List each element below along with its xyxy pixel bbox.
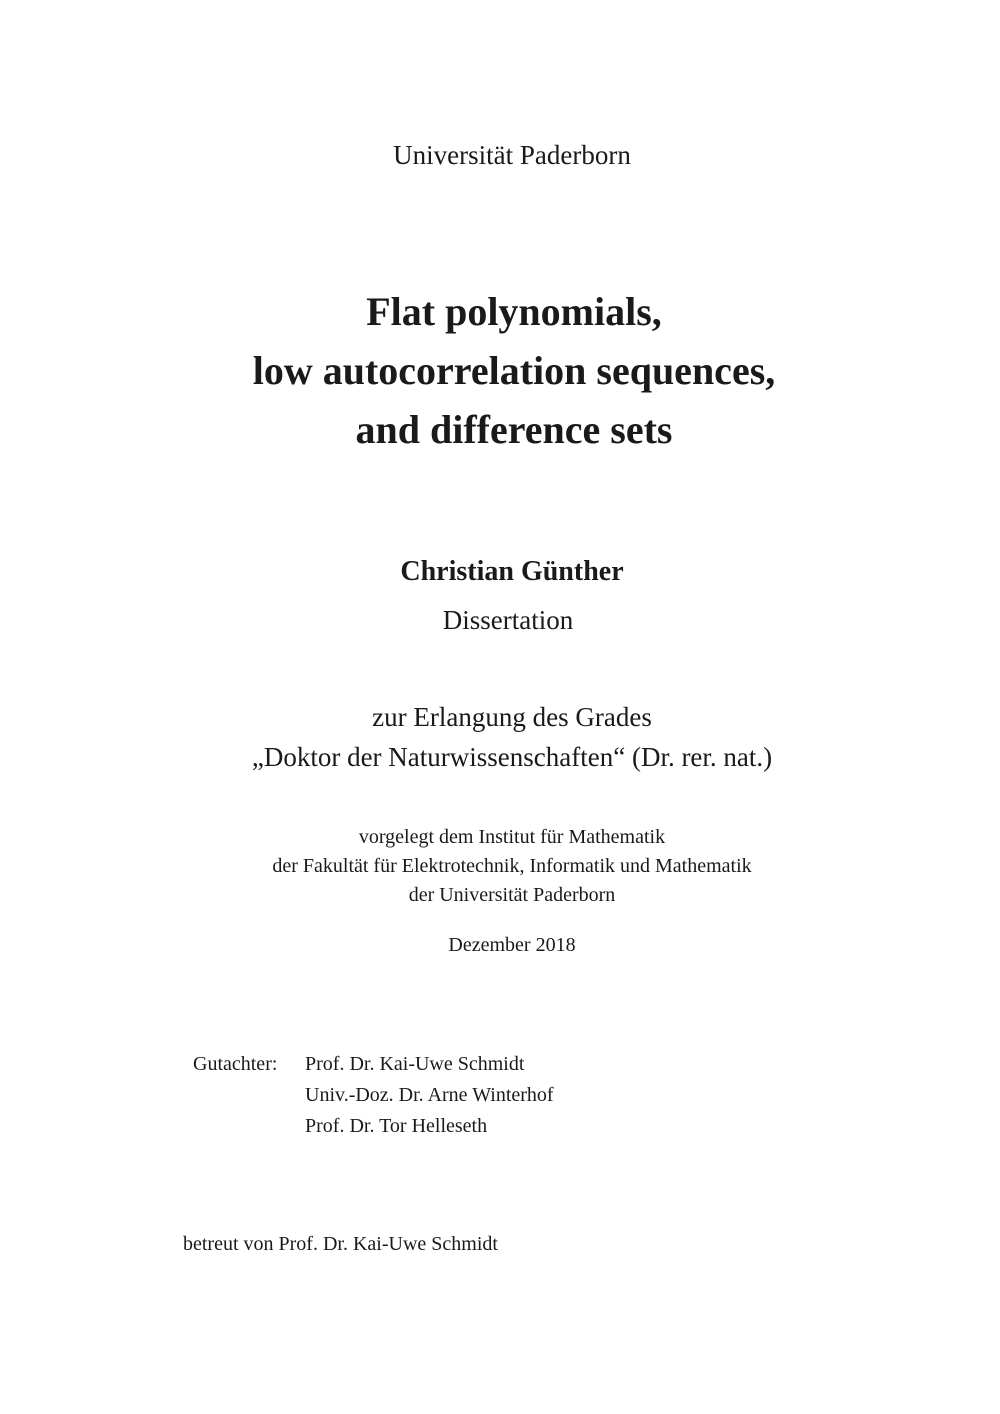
supervisor-line: betreut von Prof. Dr. Kai-Uwe Schmidt bbox=[183, 1233, 498, 1255]
institute-line-3: der Universität Paderborn bbox=[408, 884, 616, 906]
document-type: Dissertation bbox=[442, 605, 574, 635]
university-name: Universität Paderborn bbox=[393, 140, 631, 170]
reviewer-2: Univ.-Doz. Dr. Arne Winterhof bbox=[305, 1084, 554, 1106]
reviewers-list bbox=[305, 1049, 554, 1142]
title-line-1: Flat polynomials, bbox=[366, 289, 662, 334]
degree-statement bbox=[12, 697, 1000, 777]
degree-line-1: zur Erlangung des Grades bbox=[372, 702, 652, 732]
degree-line-2: „Doktor der Naturwissenschaften“ (Dr. rer. nat.) bbox=[251, 742, 773, 772]
institute-statement bbox=[12, 823, 1000, 910]
reviewer-3: Prof. Dr. Tor Helleseth bbox=[305, 1115, 488, 1137]
title-line-3: and difference sets bbox=[355, 407, 673, 452]
title-line-2: low autocorrelation sequences, bbox=[252, 348, 776, 393]
institute-line-2: der Fakultät für Elektrotechnik, Informatik und Mathematik bbox=[272, 855, 752, 877]
thesis-title bbox=[14, 282, 1000, 459]
reviewers-label: Gutachter: bbox=[193, 1053, 278, 1075]
institute-line-1: vorgelegt dem Institut für Mathematik bbox=[358, 826, 666, 848]
author-name: Christian Günther bbox=[400, 556, 624, 587]
reviewer-1: Prof. Dr. Kai-Uwe Schmidt bbox=[305, 1053, 525, 1075]
submission-date: Dezember 2018 bbox=[448, 934, 576, 956]
